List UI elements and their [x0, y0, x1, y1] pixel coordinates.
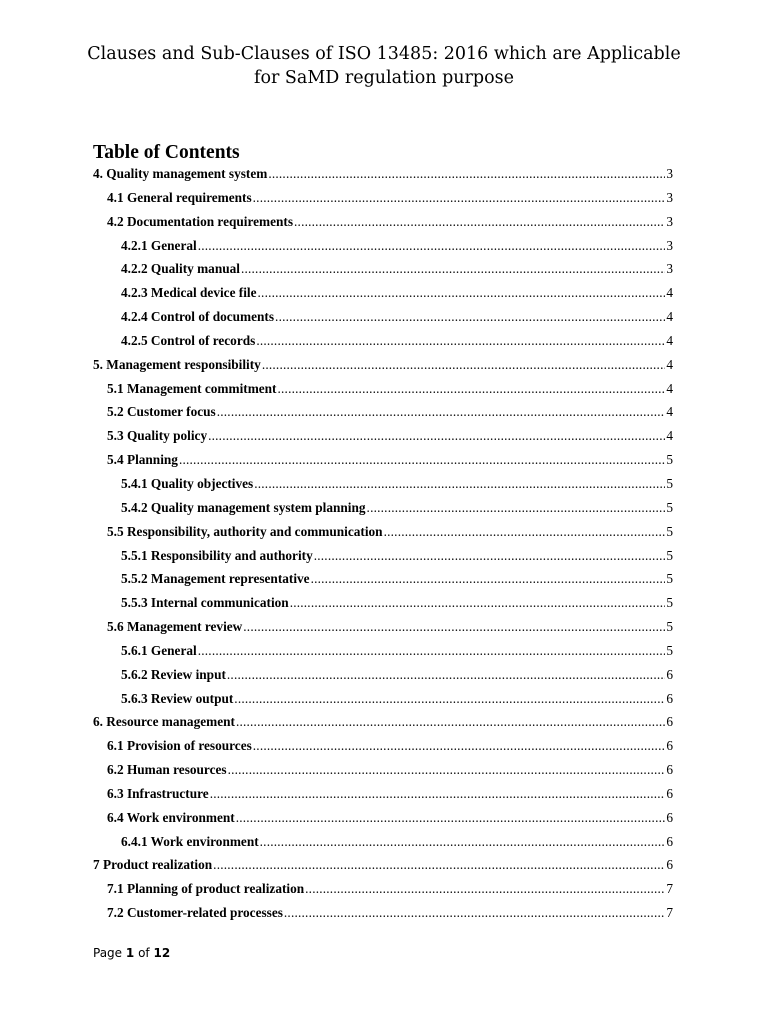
toc-dot-leader — [275, 305, 665, 329]
toc-entry-label[interactable]: 5.4.2 Quality management system planning — [121, 499, 366, 515]
toc-entry-label[interactable]: 5.3 Quality policy — [107, 428, 208, 444]
toc-entry-page-number[interactable]: 4 — [666, 285, 673, 301]
toc-entry-label[interactable]: 4.2.3 Medical device file — [121, 285, 257, 301]
toc-dot-leader — [262, 353, 666, 377]
toc-entry[interactable] — [93, 472, 673, 496]
footer-current-page: 1 — [125, 946, 135, 960]
toc-dot-leader — [314, 544, 666, 568]
toc-entry-page-number[interactable]: 3 — [666, 237, 673, 253]
toc-entry-label[interactable]: 4.2.4 Control of documents — [121, 309, 275, 325]
toc-entry[interactable] — [93, 400, 673, 424]
toc-dot-leader — [236, 806, 666, 830]
toc-entry-page-number[interactable]: 3 — [666, 189, 673, 205]
table-of-contents — [93, 162, 673, 925]
toc-entry-label[interactable]: 5.6 Management review — [107, 619, 243, 635]
toc-entry[interactable] — [93, 496, 673, 520]
toc-entry-label[interactable]: 7.1 Planning of product realization — [107, 881, 305, 897]
toc-dot-leader — [260, 830, 666, 854]
toc-entry-page-number[interactable]: 7 — [666, 905, 673, 921]
toc-entry-label[interactable]: 5.6.3 Review output — [121, 690, 234, 706]
toc-entry[interactable] — [93, 305, 673, 329]
footer-of-word: of — [138, 946, 150, 960]
toc-entry-page-number[interactable]: 5 — [666, 499, 673, 515]
toc-dot-leader — [198, 234, 666, 258]
toc-entry-label[interactable]: 5.5.3 Internal communication — [121, 595, 289, 611]
toc-dot-leader — [234, 687, 665, 711]
toc-entry-label[interactable]: 4.2.5 Control of records — [121, 332, 256, 348]
toc-entry[interactable] — [93, 353, 673, 377]
toc-entry[interactable] — [93, 591, 673, 615]
toc-entry-page-number[interactable]: 4 — [666, 428, 673, 444]
toc-entry[interactable] — [93, 329, 673, 353]
toc-dot-leader — [227, 663, 665, 687]
toc-entry-label[interactable]: 5.5.1 Responsibility and authority — [121, 547, 313, 563]
toc-entry[interactable] — [93, 234, 673, 258]
toc-entry-label[interactable]: 5.5 Responsibility, authority and communication — [107, 523, 383, 539]
toc-dot-leader — [278, 377, 666, 401]
toc-entry[interactable] — [93, 877, 673, 901]
toc-entry-page-number[interactable]: 6 — [666, 666, 673, 682]
toc-entry[interactable] — [93, 734, 673, 758]
toc-entry-page-number[interactable]: 4 — [666, 332, 673, 348]
toc-dot-leader — [236, 710, 665, 734]
document-title-line-1: Clauses and Sub-Clauses of ISO 13485: 2016 which are Applicable — [87, 44, 681, 64]
footer-page-word: Page — [93, 946, 123, 960]
footer-total-pages: 12 — [153, 946, 171, 960]
toc-entry-page-number[interactable]: 5 — [666, 571, 673, 587]
toc-dot-leader — [305, 877, 665, 901]
toc-entry[interactable] — [93, 758, 673, 782]
toc-entry-page-number[interactable]: 4 — [666, 380, 673, 396]
toc-entry-page-number[interactable]: 4 — [666, 404, 673, 420]
toc-entry[interactable] — [93, 448, 673, 472]
toc-entry-page-number[interactable]: 6 — [666, 857, 673, 873]
document-title — [40, 42, 728, 90]
toc-dot-leader — [367, 496, 666, 520]
toc-dot-leader — [294, 210, 665, 234]
toc-entry[interactable] — [93, 257, 673, 281]
toc-entry-page-number[interactable]: 5 — [666, 642, 673, 658]
toc-entry-page-number[interactable]: 5 — [666, 452, 673, 468]
toc-entry[interactable] — [93, 806, 673, 830]
toc-entry-label[interactable]: 6.2 Human resources — [107, 762, 227, 778]
toc-entry[interactable] — [93, 210, 673, 234]
toc-entry[interactable] — [93, 162, 673, 186]
toc-dot-leader — [213, 853, 665, 877]
toc-entry[interactable] — [93, 377, 673, 401]
toc-dot-leader — [384, 520, 666, 544]
toc-entry-page-number[interactable]: 5 — [666, 547, 673, 563]
toc-dot-leader — [254, 472, 665, 496]
toc-entry-label[interactable]: 6.4 Work environment — [107, 809, 235, 825]
toc-entry-page-number[interactable]: 6 — [666, 714, 673, 730]
toc-entry-page-number[interactable]: 6 — [666, 738, 673, 754]
toc-dot-leader — [198, 639, 666, 663]
toc-entry-label[interactable]: 5.6.2 Review input — [121, 666, 226, 682]
document-title-line-2: for SaMD regulation purpose — [253, 68, 514, 88]
toc-entry-page-number[interactable]: 3 — [666, 166, 673, 181]
toc-entry-label[interactable]: 5.2 Customer focus — [107, 404, 216, 420]
toc-entry-label[interactable]: 6. Resource management — [93, 714, 235, 730]
toc-entry[interactable] — [93, 544, 673, 568]
toc-entry[interactable] — [93, 281, 673, 305]
toc-entry[interactable] — [93, 853, 673, 877]
toc-dot-leader — [256, 329, 665, 353]
toc-dot-leader — [284, 901, 665, 925]
toc-dot-leader — [243, 615, 665, 639]
toc-entry-label[interactable]: 4.1 General requirements — [107, 189, 252, 205]
toc-dot-leader — [210, 782, 666, 806]
toc-dot-leader — [253, 186, 666, 210]
toc-dot-leader — [241, 257, 665, 281]
toc-entry-label[interactable]: 5. Management responsibility — [93, 356, 261, 372]
toc-entry-label[interactable]: 5.4 Planning — [107, 452, 178, 468]
toc-dot-leader — [258, 281, 666, 305]
toc-entry-label[interactable]: 5.5.2 Management representative — [121, 571, 310, 587]
toc-entry-page-number[interactable]: 5 — [666, 619, 673, 635]
toc-entry[interactable] — [93, 687, 673, 711]
toc-entry[interactable] — [93, 830, 673, 854]
toc-entry[interactable] — [93, 710, 673, 734]
toc-entry-page-number[interactable]: 4 — [666, 309, 673, 325]
toc-dot-leader — [253, 734, 666, 758]
toc-dot-leader — [228, 758, 666, 782]
toc-entry-page-number[interactable]: 6 — [666, 762, 673, 778]
toc-entry-label[interactable]: 4.2 Documentation requirements — [107, 213, 294, 229]
toc-entry-page-number[interactable]: 6 — [666, 833, 673, 849]
toc-entry-page-number[interactable]: 5 — [666, 523, 673, 539]
page-footer — [93, 946, 170, 960]
toc-entry[interactable] — [93, 186, 673, 210]
toc-dot-leader — [311, 567, 666, 591]
toc-entry-label[interactable]: 7.2 Customer-related processes — [107, 905, 283, 921]
toc-entry[interactable] — [93, 639, 673, 663]
toc-entry[interactable] — [93, 424, 673, 448]
toc-entry-label[interactable]: 7 Product realization — [93, 857, 213, 873]
toc-entry-label[interactable]: 5.6.1 General — [121, 642, 197, 658]
toc-entry-page-number[interactable]: 3 — [666, 213, 673, 229]
toc-entry[interactable] — [93, 901, 673, 925]
toc-entry-label[interactable]: 6.4.1 Work environment — [121, 833, 259, 849]
toc-entry[interactable] — [93, 520, 673, 544]
toc-entry-page-number[interactable]: 5 — [666, 475, 673, 491]
toc-heading: Table of Contents — [93, 142, 240, 163]
toc-entry-label[interactable]: 5.4.1 Quality objectives — [121, 475, 254, 491]
toc-entry-label[interactable]: 4.2.1 General — [121, 237, 197, 253]
toc-entry-label[interactable]: 6.1 Provision of resources — [107, 738, 252, 754]
toc-dot-leader — [268, 162, 665, 186]
toc-entry-page-number[interactable]: 7 — [666, 881, 673, 897]
toc-dot-leader — [179, 448, 665, 472]
toc-entry-page-number[interactable]: 6 — [666, 809, 673, 825]
toc-entry-page-number[interactable]: 4 — [666, 356, 673, 372]
toc-entry[interactable] — [93, 663, 673, 687]
toc-entry-page-number[interactable]: 5 — [666, 595, 673, 611]
toc-entry-page-number[interactable]: 3 — [666, 261, 673, 277]
toc-dot-leader — [208, 424, 665, 448]
toc-entry-label[interactable]: 4. Quality management system — [93, 166, 268, 181]
toc-entry-page-number[interactable]: 6 — [666, 690, 673, 706]
toc-entry[interactable] — [93, 615, 673, 639]
toc-entry-label[interactable]: 5.1 Management commitment — [107, 380, 277, 396]
toc-dot-leader — [217, 400, 666, 424]
toc-entry-label[interactable]: 6.3 Infrastructure — [107, 785, 209, 801]
toc-entry-label[interactable]: 4.2.2 Quality manual — [121, 261, 240, 277]
toc-dot-leader — [290, 591, 666, 615]
toc-entry-page-number[interactable]: 6 — [666, 785, 673, 801]
toc-entry[interactable] — [93, 567, 673, 591]
toc-entry[interactable] — [93, 782, 673, 806]
